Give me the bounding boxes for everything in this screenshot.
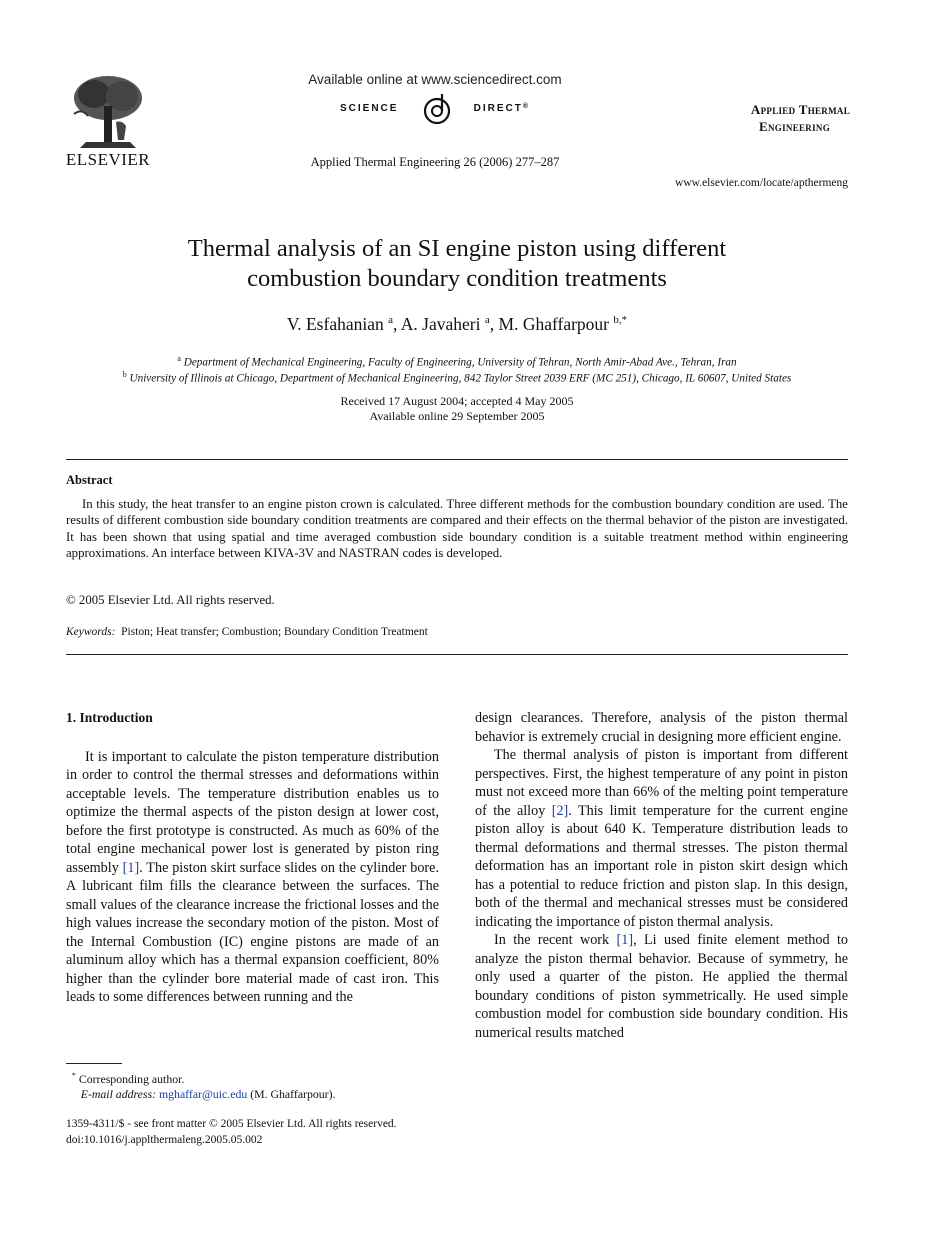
sciencedirect-logo (340, 92, 530, 126)
left-column (66, 709, 439, 1007)
journal-name-line2: Engineering (759, 119, 830, 134)
divider (66, 459, 848, 460)
elsevier-wordmark: ELSEVIER (65, 150, 151, 169)
elsevier-tree-icon (66, 74, 150, 150)
keywords-list: Piston; Heat transfer; Combustion; Boundary Condition Treatment (121, 626, 428, 638)
footnote-star: * (71, 1071, 76, 1080)
author-name: M. Ghaffarpour (498, 314, 609, 334)
corresponding-note (66, 1068, 335, 1087)
affiliation-b (66, 370, 848, 385)
abstract-text: In this study, the heat transfer to an engine piston crown is calculated. Three different methods for the combustion boundary condition are used. The results of different combustion side boundary condition treatments are compared and their effects on the thermal behavior of the piston are investigated. It has been shown that using spatial and time averaged combustion side boundary condition is a suitable treatment method within engineering approximations. An interface between KIVA-3V and NASTRAN codes is developed. (66, 497, 848, 560)
author-list (66, 314, 848, 335)
intro-paragraph-3 (475, 931, 848, 1042)
intro-paragraph-2 (475, 746, 848, 931)
available-date: Available online 29 September 2005 (369, 409, 545, 423)
title-line-2: combustion boundary condition treatments (247, 265, 667, 292)
affiliation-text: University of Illinois at Chicago, Department of Mechanical Engineering, 842 Taylor Street 2039 ERF (MC 251), Chicago, IL 60607, United States (129, 372, 792, 385)
doi-line: doi:10.1016/j.applthermaleng.2005.05.002 (66, 1133, 263, 1146)
footnote-rule (66, 1063, 122, 1064)
author-name: A. Javaheri (400, 314, 481, 334)
citation-link[interactable]: [1] (616, 932, 634, 948)
affiliation-label: b (122, 370, 127, 379)
intro-paragraph-1 (66, 748, 439, 1007)
front-matter (66, 1117, 397, 1148)
author-sup: a (484, 314, 490, 327)
affiliation-text: Department of Mechanical Engineering, Faculty of Engineering, University of Tehran, North Amir-Abad Ave., Tehran, Iran (183, 356, 737, 369)
journal-url[interactable]: www.elsevier.com/locate/apthermeng (675, 177, 848, 189)
footnote (66, 1068, 335, 1103)
citation-link[interactable]: [2] (551, 802, 569, 819)
sd-mark: ® (522, 103, 530, 110)
journal-citation: Applied Thermal Engineering 26 (2006) 277–287 (310, 155, 560, 169)
author-name: V. Esfahanian (286, 314, 384, 334)
email-owner: (M. Ghaffarpour). (250, 1087, 336, 1102)
section-heading: 1. Introduction (66, 710, 153, 725)
corresponding-text: Corresponding author. (78, 1071, 185, 1086)
paragraph-text: . The piston skirt surface slides on the cylinder bore. A lubricant film fills the clearance between the surfaces. The small values of the clearance increase the frictional losses and the high values increase the secondary motion of the piston. Most of the Internal Combustion (IC) engine pistons are made of an aluminum alloy which has a thermal expansion coefficient, 80% higher than the cylinder bore material made of cast iron. This leads to some differences between running and the (66, 859, 439, 1005)
paragraph-text: . This limit temperature for the current engine piston alloy is about 640 K. Temperature distribution leads to thermal deformations and thermal stresses. The piston thermal deformation has an important role in piston skirt design which has a potential to reduce friction and piston slap. In this design, both of the thermal and mechanical stresses must be considered indicating the importance of piston thermal analysis. (475, 802, 848, 930)
abstract-copyright: © 2005 Elsevier Ltd. All rights reserved. (66, 593, 275, 607)
paragraph-text: The thermal analysis of piston is important from different perspectives. First, the highest temperature of any point in piston must not exceed more than 66% of the melting point temperature of the alloy (475, 747, 848, 819)
affiliation-label: a (177, 354, 181, 363)
sciencedirect-left: SCIENCE (340, 103, 399, 114)
journal-name (690, 101, 850, 135)
author-sep: , (393, 314, 401, 334)
keywords (66, 626, 848, 638)
elsevier-logo (62, 74, 154, 170)
paragraph-text: It is important to calculate the piston temperature distribution in order to control the thermal stresses and deformations within acceptable levels. The temperature distribution enables us to optimize the thermal aspects of the piston design at lower cost, before the first prototype is constructed. As much as 60% of the total engine mechanical power lost is generated by piston ring assembly (66, 748, 439, 876)
author-sup: a (388, 314, 393, 327)
intro-paragraph-1-cont: design clearances. Therefore, analysis of the piston thermal behavior is extremely crucial in designing more efficient engine. (475, 710, 848, 745)
right-column (475, 709, 848, 1042)
paragraph-text: In the recent work (494, 932, 617, 948)
available-online: Available online at www.sciencedirect.com (308, 72, 562, 87)
abstract-heading: Abstract (66, 473, 113, 487)
article-title (66, 234, 848, 294)
issn-line: 1359-4311/$ - see front matter © 2005 Elsevier Ltd. All rights reserved. (66, 1118, 397, 1130)
affiliation-a (66, 354, 848, 369)
sd-right-text: DIRECT (473, 103, 523, 114)
sciencedirect-at-icon (422, 92, 452, 126)
paragraph-text: , Li used finite element method to analyze the piston thermal behavior. Because of symmetry, he only used a quarter of the piston. He applied the thermal boundary conditions of piston symmetrically. He used simple combustion model for combustion side boundary condition. His numerical results matched (475, 932, 848, 1041)
author-sup: b,* (613, 314, 628, 327)
email-line (66, 1087, 335, 1103)
citation-link[interactable]: [1] (122, 859, 140, 876)
keywords-label: Keywords: (66, 626, 116, 638)
received-date: Received 17 August 2004; accepted 4 May 2005 (340, 394, 574, 408)
email-label: E-mail address: (80, 1087, 157, 1102)
sciencedirect-right (474, 103, 530, 114)
title-line-1: Thermal analysis of an SI engine piston using different (187, 235, 727, 262)
divider (66, 654, 848, 655)
email-link[interactable]: mghaffar@uic.edu (158, 1087, 248, 1102)
journal-name-line1: Applied Thermal (750, 102, 850, 117)
author-sep: , (489, 314, 499, 334)
